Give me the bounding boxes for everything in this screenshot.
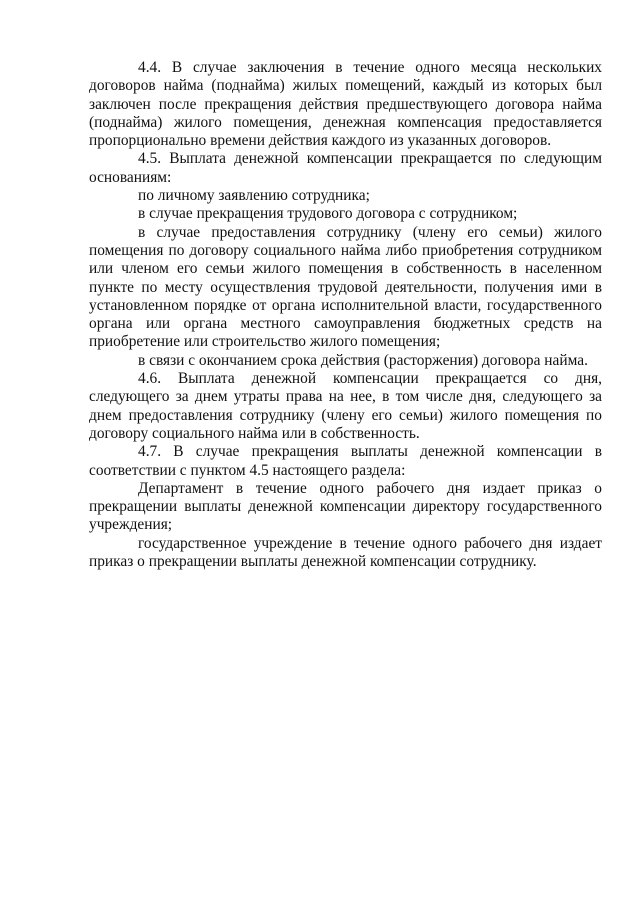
paragraph-4-5-item-4: в связи с окончанием срока действия (расторжения) договора найма. [138,351,588,369]
paragraph-4-7-item-1: Департамент в течение одного рабочего дня издает приказ о прекращении выплаты денежной компенсации директору государственного учреждения; [89,479,602,534]
paragraph-4-5: 4.5. Выплата денежной компенсации прекращается по следующим основаниям: [89,150,602,186]
paragraph-4-5-item-1: по личному заявлению сотрудника; [138,187,370,205]
paragraph-4-7: 4.7. В случае прекращения выплаты денежной компенсации в соответствии с пунктом 4.5 настоящего раздела: [89,443,602,479]
paragraph-4-4: 4.4. В случае заключения в течение одного месяца нескольких договоров найма (поднайма) жилых помещений, каждый из которых был заключен после прекращения действия предшествующего договора найма (поднайма) жилого помещения, денежная компенсация предоставляется пропорционально времени действия каждого из указанных договоров. [89,59,602,150]
document-body [89,59,602,571]
paragraph-4-7-item-2: государственное учреждение в течение одного рабочего дня издает приказ о прекращении выплаты денежной компенсации сотруднику. [89,534,602,571]
paragraph-4-5-item-3: в случае предоставления сотруднику (члену его семьи) жилого помещения по договору социального найма либо приобретения сотрудником или членом его семьи жилого помещения в собственность в населенном пункте по месту осуществления трудовой деятельности, получения ими в установленном порядке от органа исполнительной власти, государственного органа или органа местного самоуправления бюджетных средств на приобретение или строительство жилого помещения; [89,223,602,351]
paragraph-4-5-item-2: в случае прекращения трудового договора с сотрудником; [138,205,518,223]
paragraph-4-6: 4.6. Выплата денежной компенсации прекращается со дня, следующего за днем утраты права на нее, в том числе дня, следующего за днем предоставления сотруднику (члену его семьи) жилого помещения по договору социального найма или в собственность. [89,370,602,442]
